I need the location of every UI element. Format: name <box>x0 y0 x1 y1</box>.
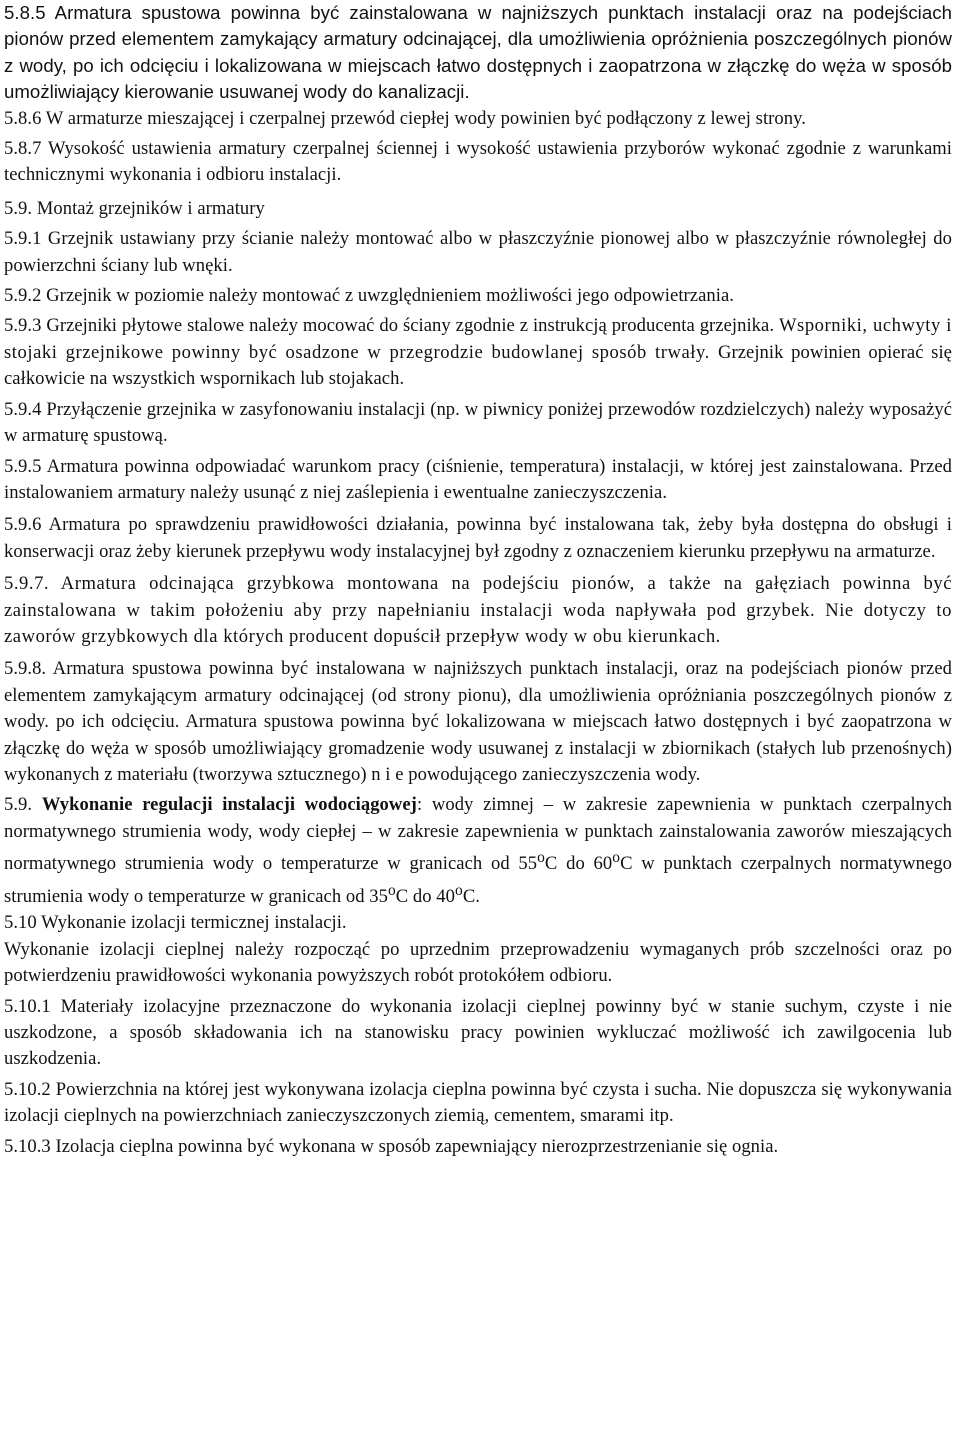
paragraph-5-10-3: 5.10.3 Izolacja cieplna powinna być wykonana w sposób zapewniający nierozprzestrzenianie się ognia. <box>4 1135 779 1157</box>
paragraph-5-10-intro: Wykonanie izolacji cieplnej należy rozpocząć po uprzednim przeprowadzeniu wymaganych prób szczelności oraz po potwierdzeniu prawidłowości wykonania powyższych robót protokółem odbioru. <box>4 938 952 987</box>
regulation-title: Wykonanie regulacji instalacji wodociągowej <box>41 794 417 816</box>
regulation-text-1: : wody zimnej – w zakresie zapewnienia w punktach czerpalnych normatywnego strumienia wody, wody ciepłej – w zakresie zapewnienia w punktach zainstalowania zaworów mieszających normatywnego strumienia wody o temperaturze w granicach od 55 <box>4 794 953 875</box>
paragraph-5-8-7: 5.8.7 Wysokość ustawienia armatury czerpalnej ściennej i wysokość ustawienia przyborów wykonać zgodnie z warunkami technicznymi wykonania i odbioru instalacji. <box>4 138 952 186</box>
regulation-text-5: C. <box>462 885 480 907</box>
section-heading-5-9: 5.9. Montaż grzejników i armatury <box>4 197 265 219</box>
paragraph-5-9-3-part-1: 5.9.3 Grzejniki płytowe stalowe należy mocować do ściany zgodnie z instrukcją producenta grzejnika. <box>4 315 779 337</box>
paragraph-5-9-3-part-3: Grzejnik powinien opierać się całkowicie na wszystkich wspornikach lub stojakach. <box>4 341 952 390</box>
section-heading-5-10: 5.10 Wykonanie izolacji termicznej instalacji. <box>4 912 347 934</box>
paragraph-5-9-1: 5.9.1 Grzejnik ustawiany przy ścianie należy montować albo w płaszczyźnie pionowej albo w płaszczyźnie równoległej do powierzchni ściany lub wnęki. <box>4 228 952 276</box>
paragraph-5-10-1: 5.10.1 Materiały izolacyjne przeznaczone do wykonania izolacji cieplnej powinny być w stanie suchym, czyste i nie uszkodzone, a sposób składowania ich na stanowisku pracy powinien wykluczać możliwość ich zawilgocenia lub uszkodzenia. <box>4 995 952 1070</box>
regulation-text-2: C do 60 <box>544 853 613 875</box>
paragraph-5-10-2: 5.10.2 Powierzchnia na której jest wykonywana izolacja cieplna powinna być czysta i sucha. Nie dopuszcza się wykonywania izolacji cieplnych na powierzchniach zanieczyszczonych ziemią, cementem, smarami itp. <box>4 1078 952 1127</box>
paragraph-5-9-regulation <box>4 792 952 910</box>
paragraph-5-9-7 <box>4 571 952 650</box>
paragraph-5-9-5-part-2: Przed instalowaniem armatury należy usunąć z niej zaślepienia i ewentualne zanieczyszczenia. <box>4 455 952 503</box>
degree-superscript: o <box>387 881 396 899</box>
paragraph-5-9-5-part-1: 5.9.5 Armatura powinna odpowiadać warunkom pracy (ciśnienie, temperatura) instalacji, w której jest zainstalowana. <box>4 455 910 477</box>
paragraph-5-9-6: 5.9.6 Armatura po sprawdzeniu prawidłowości działania, powinna być instalowana tak, żeby była dostępna do obsługi i konserwacji oraz żeby kierunek przepływu wody instalacyjnej był zgodny z oznaczeniem kierunku przepływu na armaturze. <box>4 514 952 562</box>
degree-superscript: o <box>612 849 621 867</box>
regulation-text-4: C do 40 <box>395 885 456 907</box>
paragraph-5-9-7-part-2: Nie dotyczy to zaworów grzybkowych dla których producent dopuścił przepływ wody w obu kierunkach. <box>4 599 952 647</box>
paragraph-5-9-8 <box>4 656 952 788</box>
paragraph-5-9-8-part-1: 5.9.8. Armatura spustowa powinna być instalowana w najniższych punktach instalacji, oraz na podejściach pionów przed elementem zamykającym armatury odcinającej (od strony pionu), dla umożliwienia opróżniania poszczególnych pionów z wody. po ich odcięciu. <box>4 658 952 733</box>
regulation-number: 5.9. <box>4 794 42 816</box>
paragraph-5-9-4: 5.9.4 Przyłączenie grzejnika w zasyfonowaniu instalacji (np. w piwnicy poniżej przewodów rozdzielczych) należy wyposażyć w armaturę spustową. <box>4 398 952 447</box>
paragraph-5-9-5 <box>4 454 952 507</box>
degree-superscript: o <box>537 849 545 867</box>
paragraph-5-8-6: 5.8.6 W armaturze mieszającej i czerpalnej przewód ciepłej wody powinien być podłączony z lewej strony. <box>4 107 806 129</box>
paragraph-5-9-2: 5.9.2 Grzejnik w poziomie należy montować z uwzględnieniem możliwości jego odpowietrzania. <box>4 285 734 307</box>
paragraph-5-9-8-part-2: Armatura spustowa powinna być lokalizowana w miejscach łatwo dostępnych i być zaopatrzona w złączkę do węża w sposób umożliwiający gromadzenie wody usuwanej z instalacji w zbiornikach (stałych lub przenośnych) wykonanych z materiału (tworzywa sztucznego) n i e powodującego zanieczyszczenia wody. <box>4 711 952 785</box>
paragraph-5-8-5: 5.8.5 Armatura spustowa powinna być zainstalowana w najniższych punktach instalacji oraz na podejściach pionów przed elementem zamykający armatury odcinającej, dla umożliwienia opróżnienia poszczególnych pionów z wody, po ich odcięciu i lokalizowana w miejscach łatwo dostępnych i zaopatrzona w złączkę do węża w sposób umożliwiający kierowanie usuwanej wody do kanalizacji. <box>4 2 952 103</box>
paragraph-5-9-3-part-2: Wsporniki, uchwyty i stojaki grzejnikowe powinny być osadzone w przegrodzie budowlanej sposób trwały. <box>4 315 952 363</box>
degree-superscript: o <box>455 881 463 899</box>
paragraph-5-9-3 <box>4 313 952 392</box>
regulation-text-3: C w punktach czerpalnych normatywnego strumienia wody o temperaturze w granicach od 35 <box>4 853 952 907</box>
paragraph-5-9-7-part-1: 5.9.7. Armatura odcinająca grzybkowa montowana na podejściu pionów, a także na gałęziach powinna być zainstalowana w takim położeniu aby przy napełnianiu instalacji woda napływała pod grzybek. <box>4 573 952 621</box>
